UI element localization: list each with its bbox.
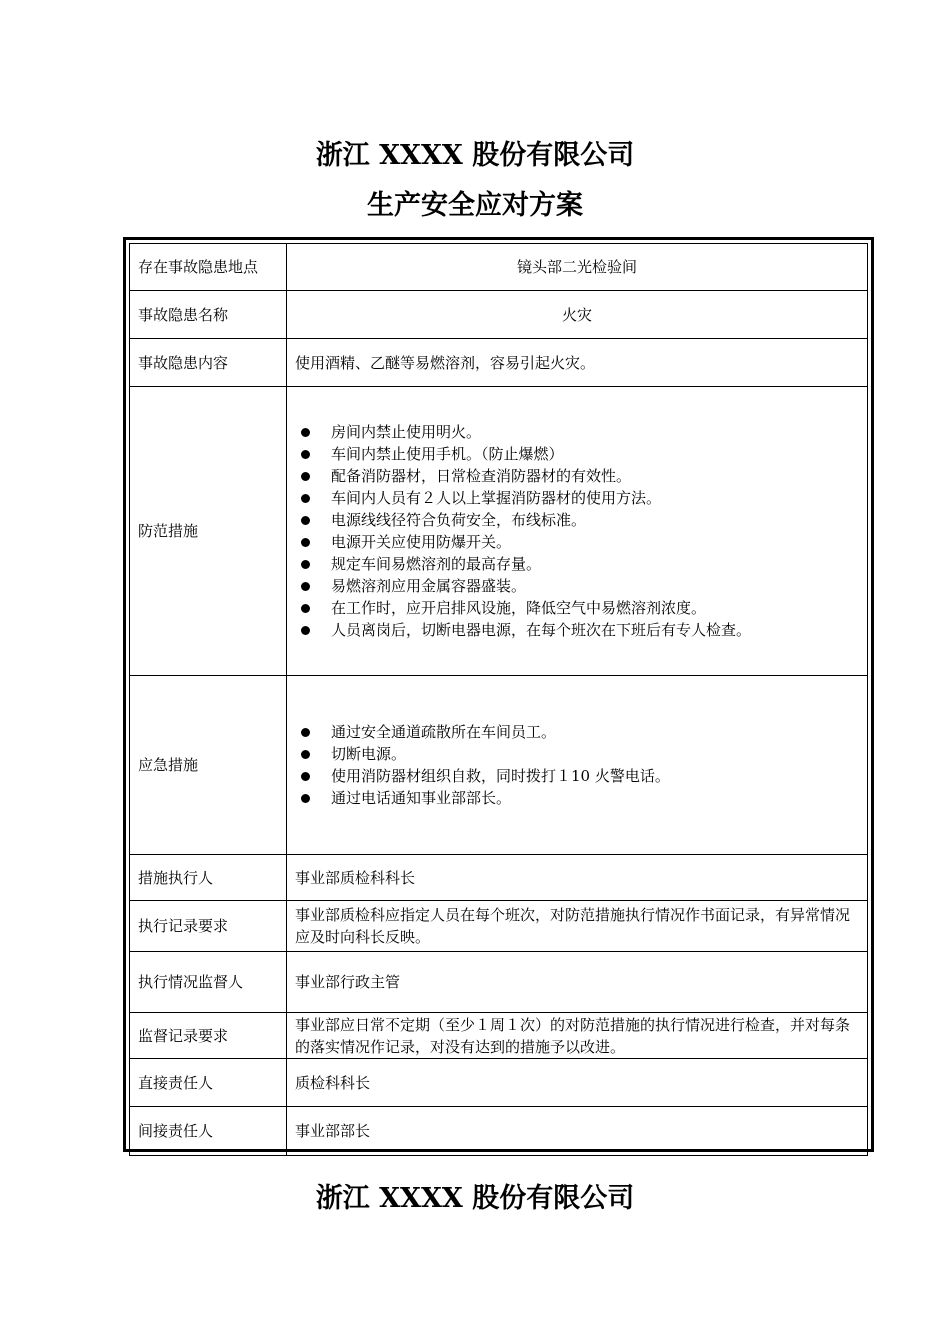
bullet-icon <box>301 582 310 591</box>
list-item <box>299 575 859 597</box>
list-item <box>299 553 859 575</box>
bullet-icon <box>301 450 310 459</box>
list-item <box>299 597 859 619</box>
label-exec-record: 执行记录要求 <box>130 901 287 952</box>
prevention-item-text: 在工作时，应开启排风设施，降低空气中易燃溶剂浓度。 <box>331 599 707 617</box>
footer-company-title: 浙江 XXXX 股份有限公司 <box>315 1183 635 1214</box>
list-item <box>299 531 859 553</box>
bullet-icon <box>301 494 310 503</box>
label-hazard-name: 事故隐患名称 <box>130 291 287 339</box>
bullet-icon <box>301 472 310 481</box>
table-row-supervisor <box>130 952 868 1013</box>
value-prevention <box>287 387 868 676</box>
label-supervise-record: 监督记录要求 <box>130 1013 287 1059</box>
label-indirect-responsible: 间接责任人 <box>130 1107 287 1156</box>
list-item <box>299 421 859 443</box>
plan-table <box>129 243 868 1156</box>
value-hazard-name: 火灾 <box>287 291 868 339</box>
table-row-prevention <box>130 387 868 676</box>
document-title: 生产安全应对方案 <box>367 190 583 221</box>
prevention-item-text: 电源线线径符合负荷安全，布线标准。 <box>331 511 587 529</box>
plan-table-frame <box>123 237 874 1152</box>
value-direct-responsible: 质检科科长 <box>287 1059 868 1107</box>
bullet-icon <box>301 516 310 525</box>
bullet-icon <box>301 604 310 613</box>
prevention-item-text: 易燃溶剂应用金属容器盛装。 <box>331 577 527 595</box>
bullet-icon <box>301 772 310 781</box>
table-row-executor <box>130 855 868 901</box>
list-item <box>299 619 859 641</box>
list-item <box>299 443 859 465</box>
value-supervisor: 事业部行政主管 <box>287 952 868 1013</box>
label-supervisor: 执行情况监督人 <box>130 952 287 1013</box>
label-emergency: 应急措施 <box>130 676 287 855</box>
emergency-item-text: 通过安全通道疏散所在车间员工。 <box>331 723 557 741</box>
list-item <box>299 765 859 787</box>
emergency-item-text: 通过电话通知事业部部长。 <box>331 789 512 807</box>
bullet-icon <box>301 538 310 547</box>
prevention-item-text: 房间内禁止使用明火。 <box>331 423 482 441</box>
list-item <box>299 721 859 743</box>
bullet-icon <box>301 626 310 635</box>
value-executor: 事业部质检科科长 <box>287 855 868 901</box>
emergency-list <box>295 721 859 809</box>
table-row-exec-record <box>130 901 868 952</box>
list-item <box>299 465 859 487</box>
prevention-item-text: 配备消防器材，日常检查消防器材的有效性。 <box>331 467 632 485</box>
emergency-item-text: 使用消防器材组织自救，同时拨打１10 火警电话。 <box>331 767 670 785</box>
prevention-item-text: 规定车间易燃溶剂的最高存量。 <box>331 555 542 573</box>
bullet-icon <box>301 728 310 737</box>
table-row-supervise-record <box>130 1013 868 1059</box>
label-executor: 措施执行人 <box>130 855 287 901</box>
table-row-indirect-responsible <box>130 1107 868 1156</box>
value-supervise-record: 事业部应日常不定期（至少１周１次）的对防范措施的执行情况进行检查，并对每条的落实情况作记录，对没有达到的措施予以改进。 <box>287 1013 868 1059</box>
emergency-item-text: 切断电源。 <box>331 745 407 763</box>
label-prevention: 防范措施 <box>130 387 287 676</box>
value-exec-record: 事业部质检科应指定人员在每个班次，对防范措施执行情况作书面记录，有异常情况应及时向科长反映。 <box>287 901 868 952</box>
value-location: 镜头部二光检验间 <box>287 244 868 291</box>
list-item <box>299 509 859 531</box>
label-hazard-content: 事故隐患内容 <box>130 339 287 387</box>
value-indirect-responsible: 事业部部长 <box>287 1107 868 1156</box>
bullet-icon <box>301 794 310 803</box>
table-row-hazard-name <box>130 291 868 339</box>
bullet-icon <box>301 750 310 759</box>
label-direct-responsible: 直接责任人 <box>130 1059 287 1107</box>
table-row-emergency <box>130 676 868 855</box>
list-item <box>299 487 859 509</box>
prevention-item-text: 车间内禁止使用手机。（防止爆燃） <box>331 445 564 463</box>
prevention-item-text: 车间内人员有２人以上掌握消防器材的使用方法。 <box>331 489 662 507</box>
company-title: 浙江 XXXX 股份有限公司 <box>315 140 635 171</box>
list-item <box>299 743 859 765</box>
table-row-location <box>130 244 868 291</box>
prevention-list <box>295 421 859 641</box>
list-item <box>299 787 859 809</box>
value-hazard-content: 使用酒精、乙醚等易燃溶剂，容易引起火灾。 <box>287 339 868 387</box>
table-row-hazard-content <box>130 339 868 387</box>
bullet-icon <box>301 560 310 569</box>
table-row-direct-responsible <box>130 1059 868 1107</box>
prevention-item-text: 人员离岗后，切断电器电源，在每个班次在下班后有专人检查。 <box>331 621 752 639</box>
value-emergency <box>287 676 868 855</box>
prevention-item-text: 电源开关应使用防爆开关。 <box>331 533 512 551</box>
bullet-icon <box>301 428 310 437</box>
label-location: 存在事故隐患地点 <box>130 244 287 291</box>
